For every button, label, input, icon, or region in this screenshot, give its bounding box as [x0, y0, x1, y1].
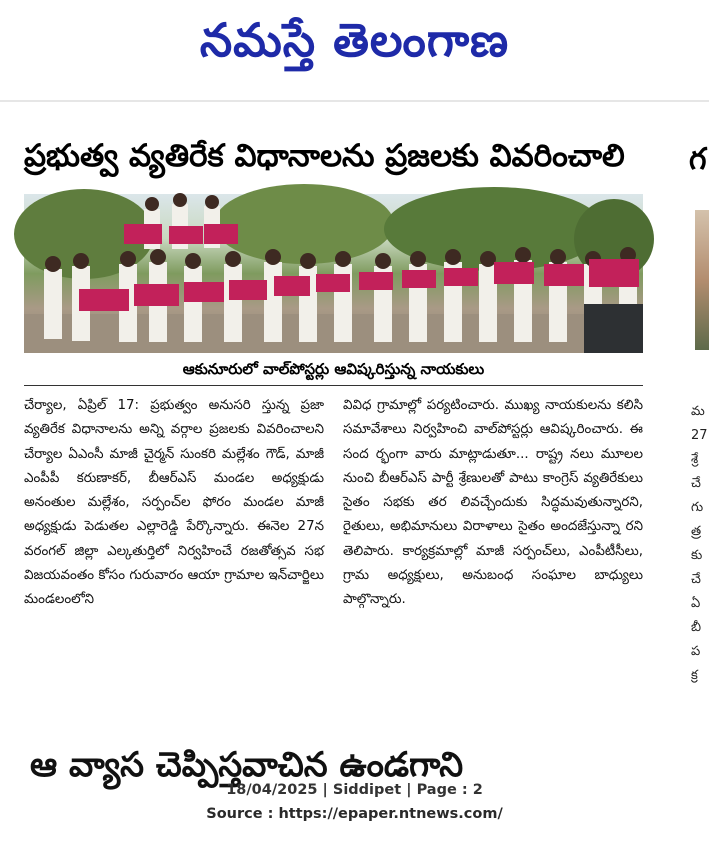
- text-fragment: ప: [691, 644, 701, 659]
- next-article-headline-cropped: [30, 745, 640, 785]
- clipping-footer: [0, 778, 709, 826]
- masthead: [0, 0, 709, 88]
- text-fragment: శ్రే: [691, 452, 699, 467]
- group-photo-illustration: [24, 194, 643, 353]
- text-fragment: మ: [691, 404, 705, 419]
- text-fragment: క్ర: [691, 668, 698, 683]
- photo-caption: ఆకునూరులో వాల్‌పోస్టర్లు ఆవిష్కరిస్తున్న నాయకులు: [24, 353, 643, 386]
- article-photo: [24, 194, 643, 353]
- text-fragment: బీ: [691, 620, 702, 635]
- edition-meta: 18/04/2025 | Siddipet | Page : 2: [226, 782, 483, 798]
- text-fragment: చే: [691, 476, 701, 491]
- text-fragment: ఏ: [691, 596, 701, 611]
- adjacent-headline-fragment: గ: [689, 142, 707, 177]
- article-body: [24, 394, 643, 613]
- newspaper-logo: నమస్తే తెలంగాణ: [199, 13, 510, 67]
- adjacent-photo: [695, 210, 709, 350]
- text-fragment: గు: [691, 500, 704, 515]
- news-article: [24, 118, 647, 758]
- text-fragment: 27: [691, 428, 708, 443]
- page-divider: [0, 100, 709, 102]
- text-fragment: కు: [691, 548, 703, 563]
- text-fragment: చే: [691, 572, 701, 587]
- adjacent-text-fragments: [691, 400, 709, 688]
- article-column-right: [343, 394, 643, 613]
- adjacent-article-strip: [689, 140, 709, 760]
- next-headline-text: ఆ వ్యాస చెప్పిస్తవాచిన ఉండగాని: [30, 745, 464, 785]
- article-column-left: [24, 394, 324, 613]
- article-paragraph: చేర్యాల, ఏప్రిల్ 17: ప్రభుత్వం అనుసరి స్తున్న ప్రజా వ్యతిరేక విధానాలను అన్ని వర్గాల ప్రజలకు వివరించాలని చేర్యాల ఏఎంసీ మాజీ చైర్మన్ సుంకరి మల్లేశం గౌడ్, మాజీ ఎంపీపీ కరుణాకర్, బీఆర్‌ఎస్ మండల అధ్యక్షుడు అనంతుల మల్లేశం, సర్పంచ్‌ల ఫోరం మండల మాజీ అధ్యక్షుడు పెడుతల ఎల్లారెడ్డి పేర్కొన్నారు. ఈనెల 27న వరంగల్ జిల్లా ఎల్కతుర్తిలో నిర్వహించే రజతోత్సవ సభ విజయవంతం కోసం గురువారం ఆయా గ్రామాల ఇన్‌చార్జిలు మండలంలోని: [24, 398, 324, 608]
- article-paragraph: వివిధ గ్రామాల్లో పర్యటించారు. ముఖ్య నాయకులను కలిసి సమావేశాలు నిర్వహించి వాల్‌పోస్టర్లు ఆవిష్కరించారు. ఈ సంద ర్భంగా వారు మాట్లాడుతూ... రాష్ట్ర నలు మూలల నుంచి బీఆర్‌ఎస్ పార్టీ శ్రేణులతో పాటు కాంగ్రెస్ వ్యతిరేకులు సైతం సభకు తర లివచ్చేందుకు సిద్ధమవుతున్నారని, రైతులు, అభిమానులు విరాళాలు సైతం అందజేస్తున్నా రని తెలిపారు. కార్యక్రమాల్లో మాజీ సర్పంచ్‌లు, ఎంపీటీసీలు, గ్రామ అధ్యక్షులు, అనుబంధ సంఘాల బాధ్యులు పాల్గొన్నారు.: [343, 398, 643, 608]
- article-headline: ప్రభుత్వ వ్యతిరేక విధానాలను ప్రజలకు వివరించాలి: [24, 138, 625, 174]
- text-fragment: త్ర: [691, 524, 702, 539]
- source-link[interactable]: Source : https://epaper.ntnews.com/: [206, 806, 503, 822]
